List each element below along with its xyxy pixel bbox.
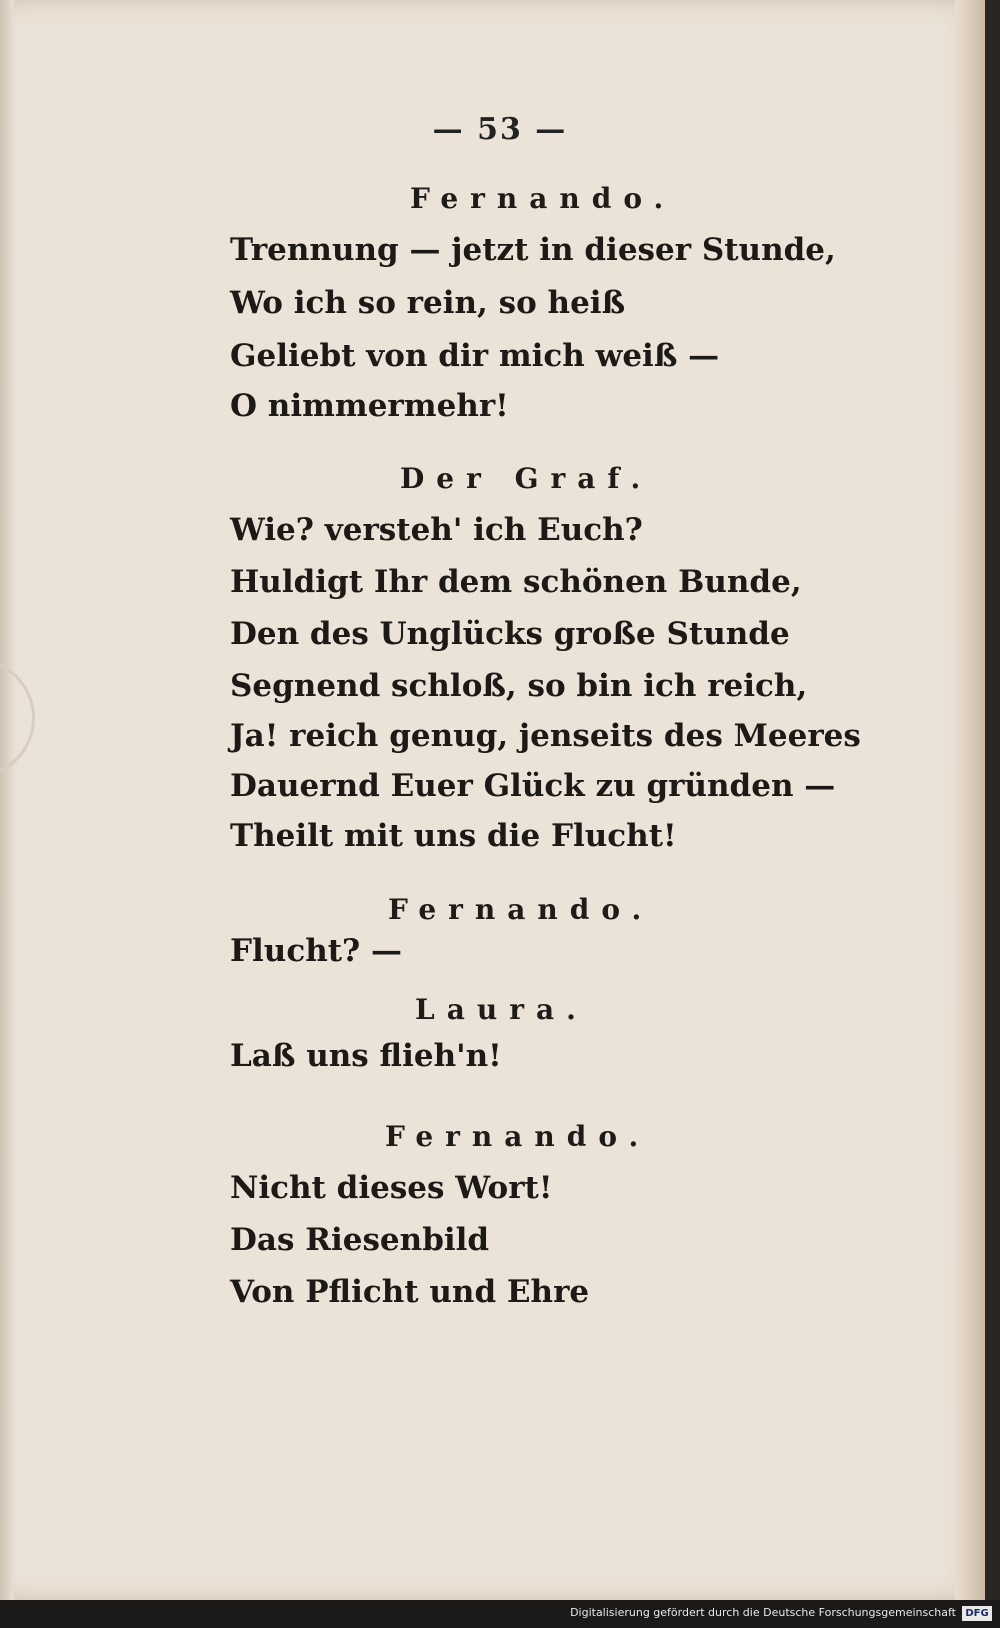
verse-line: Wo ich so rein, so heiß bbox=[230, 285, 626, 321]
verse-line: Geliebt von dir mich weiß — bbox=[230, 338, 720, 374]
book-gutter bbox=[0, 0, 14, 1600]
verse-line: Nicht dieses Wort! bbox=[230, 1170, 553, 1206]
speaker-label: Fernando. bbox=[388, 893, 654, 926]
dfg-logo: DFG bbox=[962, 1606, 992, 1621]
verse-line: Dauernd Euer Glück zu gründen — bbox=[230, 768, 836, 804]
verse-line: Huldigt Ihr dem schönen Bunde, bbox=[230, 564, 802, 600]
page-number: — 53 — bbox=[432, 112, 568, 147]
speaker-label: Fernando. bbox=[410, 182, 676, 215]
verse-line: Segnend schloß, so bin ich reich, bbox=[230, 668, 808, 704]
verse-line: Wie? versteh' ich Euch? bbox=[230, 512, 643, 548]
verse-line: Flucht? — bbox=[230, 933, 403, 969]
speaker-label: Der Graf. bbox=[400, 462, 653, 495]
footer-credit: Digitalisierung gefördert durch die Deutsche Forschungsgemeinschaft bbox=[570, 1606, 956, 1619]
speaker-label: Laura. bbox=[415, 993, 588, 1026]
verse-line: Von Pflicht und Ehre bbox=[230, 1274, 590, 1310]
verse-line: Ja! reich genug, jenseits des Meeres bbox=[230, 718, 861, 754]
verse-line: O nimmermehr! bbox=[230, 388, 509, 424]
page-clip bbox=[0, 658, 35, 778]
verse-line: Trennung — jetzt in dieser Stunde, bbox=[230, 232, 836, 268]
verse-line: Laß uns flieh'n! bbox=[230, 1038, 502, 1074]
verse-line: Den des Unglücks große Stunde bbox=[230, 616, 790, 652]
page-edge bbox=[955, 0, 985, 1600]
speaker-label: Fernando. bbox=[385, 1120, 651, 1153]
verse-line: Das Riesenbild bbox=[230, 1222, 490, 1258]
verse-line: Theilt mit uns die Flucht! bbox=[230, 818, 677, 854]
